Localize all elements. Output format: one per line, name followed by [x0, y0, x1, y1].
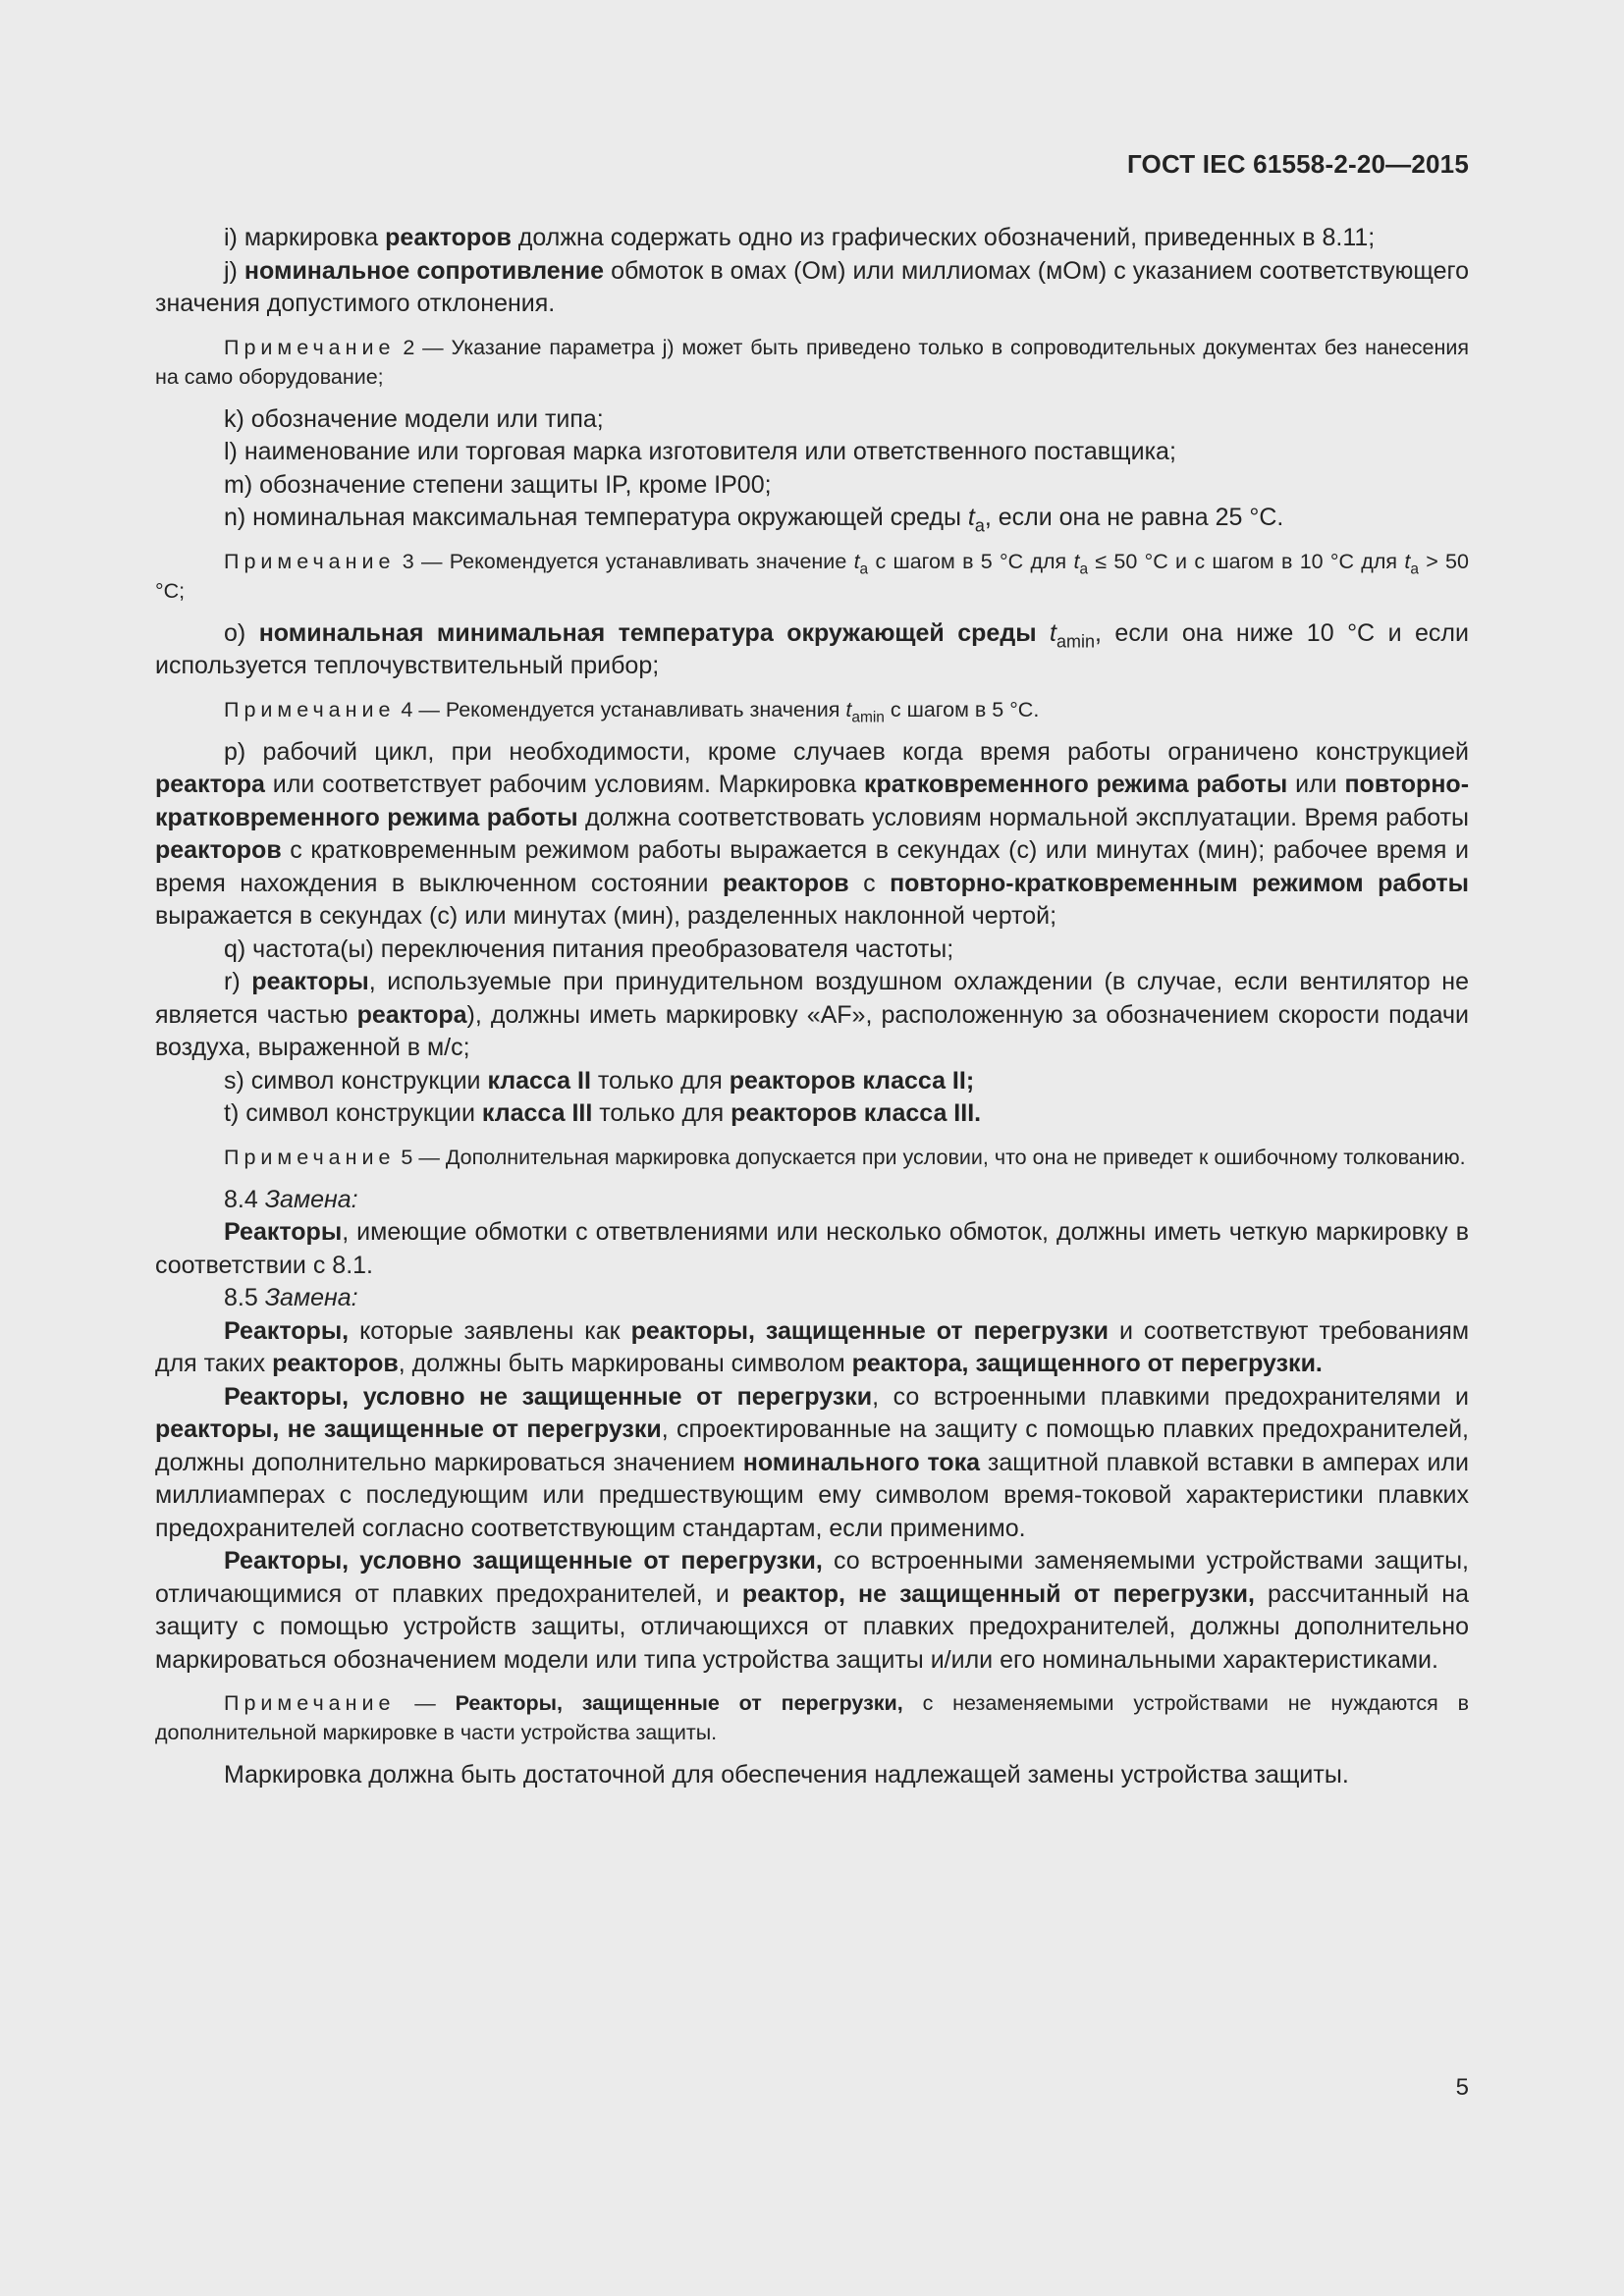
page-body	[155, 222, 1469, 1792]
item-k: k) обозначение модели или типа;	[224, 404, 604, 433]
note-8-5: Примечание — Реакторы, защищенные от перегрузки, с незаменяемыми устройствами не нуждаются в дополнительной маркировке в части устройства защиты.	[155, 1691, 1469, 1744]
note-4: Примечание 4 — Рекомендуется устанавливать значения $t_{amin}$ с шагом в 5 °С.	[224, 697, 1040, 725]
section-8-4-paragraph: Реакторы, имеющие обмотки с ответвлениями или несколько обмоток, должны иметь четкую маркировку в соответствии с 8.1.	[155, 1218, 1469, 1279]
page-number: 5	[1455, 2074, 1469, 2101]
section-8-5-paragraph-2: Реакторы, условно не защищенные от перегрузки, со встроенными плавкими предохранителями и реакторы, не защищенные от перегрузки, спроектированные на защиту с помощью плавких предохранителей, должны дополнительно маркироваться значением номинального тока защитной плавкой вставки в амперах или миллиамперах с последующим или предшествующим ему символом время-токовой характеристики плавких предохранителей согласно соответствующим стандартам, если применимо.	[155, 1382, 1469, 1542]
item-q: q) частота(ы) переключения питания преобразователя частоты;	[224, 934, 954, 963]
section-8-5-heading: 8.5 Замена:	[224, 1284, 358, 1311]
note-3: Примечание 3 — Рекомендуется устанавливать значение $t_a$ с шагом в 5 °С для $t_a \le 50$ °С и с шагом в 10 °С для $t_a > 50$ °С;	[155, 549, 1469, 603]
section-8-4-heading: 8.4 Замена:	[224, 1185, 358, 1213]
item-s: s) символ конструкции класса II только для реакторов класса II;	[224, 1066, 975, 1095]
section-8-5-paragraph-1: Реакторы, которые заявлены как реакторы, защищенные от перегрузки и соответствуют требованиям для таких реакторов, должны быть маркированы символом реактора, защищенного от перегрузки.	[155, 1316, 1470, 1377]
item-t: t) символ конструкции класса III только для реакторов класса III.	[224, 1099, 982, 1127]
item-i: i) маркировка реакторов должна содержать одно из графических обозначений, приведенных в 8.11;	[224, 224, 1376, 251]
item-l: l) наименование или торговая марка изготовителя или ответственного поставщика;	[224, 438, 1176, 465]
final-paragraph: Маркировка должна быть достаточной для обеспечения надлежащей замены устройства защиты.	[224, 1761, 1349, 1789]
item-p: р) рабочий цикл, при необходимости, кроме случаев когда время работы ограничено конструкцией реактора или соответствует рабочим условиям. Маркировка кратковременного режима работы или повторно-кратковременного режима работы должна соответствовать условиям нормальной эксплуатации. Время работы реакторов с кратковременным режимом работы выражается в секундах (с) или минутах (мин); рабочее время и время нахождения в выключенном состоянии реакторов с повторно-кратковременным режимом работы выражается в секундах (с) или минутах (мин), разделенных наклонной чертой;	[155, 737, 1470, 930]
item-r: r) реакторы, используемые при принудительном воздушном охлаждении (в случае, если вентилятор не является частью реактора), должны иметь маркировку «AF», расположенную за обозначением скорости подачи воздуха, выраженной в м/с;	[155, 968, 1469, 1061]
note-5: Примечание 5 — Дополнительная маркировка допускается при условии, что она не приведет к ошибочному толкованию.	[224, 1145, 1466, 1169]
item-o: о) номинальная минимальная температура окружающей среды $t_{amin}$, если она ниже 10 °С и если используется теплочувствительный прибор;	[155, 618, 1469, 679]
item-n: n) номинальная максимальная температура окружающей среды $t_a$, если она не равна 25 °С.	[224, 504, 1284, 536]
item-m: m) обозначение степени защиты IP, кроме IP00;	[224, 470, 772, 499]
note-2: Примечание 2 — Указание параметра j) может быть приведено только в сопроводительных документах без нанесения на само оборудование;	[155, 335, 1469, 389]
section-8-5-paragraph-3: Реакторы, условно защищенные от перегрузки, со встроенными заменяемыми устройствами защиты, отличающимися от плавких предохранителей, и реактор, не защищенный от перегрузки, рассчитанный на защиту с помощью устройств защиты, отличающихся от плавких предохранителей, должны дополнительно маркироваться обозначением модели или типа устройства защиты и/или его номинальными характеристиками.	[155, 1547, 1469, 1674]
document-header: ГОСТ IEC 61558-2-20—2015	[1126, 149, 1469, 179]
item-j: j) номинальное сопротивление обмоток в омах (Ом) или миллиомах (мОм) с указанием соответствующего значения допустимого отклонения.	[155, 256, 1469, 317]
